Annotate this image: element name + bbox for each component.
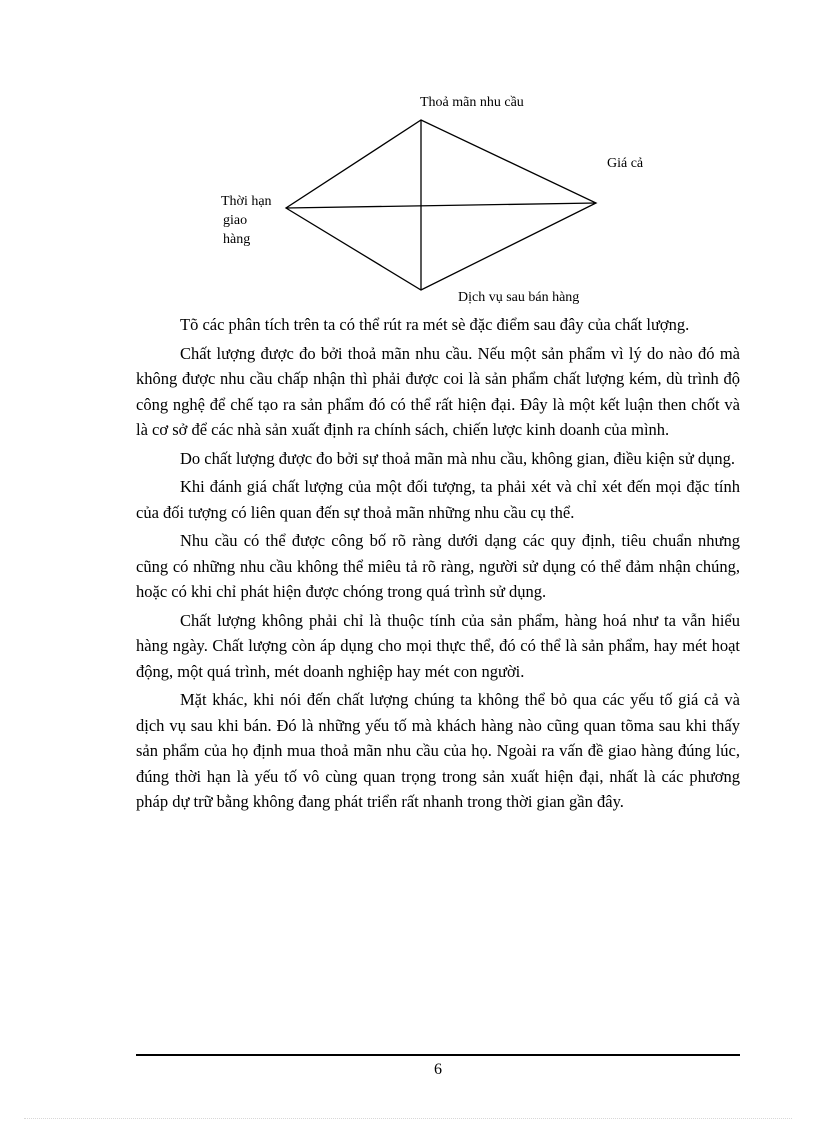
diagram-label-left-1: Thời hạn (221, 194, 272, 209)
diagram-label-left-3: hàng (223, 232, 251, 247)
body-text (136, 312, 740, 815)
diagram-label-right: Giá cả (607, 156, 644, 171)
paragraph: Khi đánh giá chất lượng của một đối tượng, ta phải xét và chỉ xét đến mọi đặc tính của đối tượng có liên quan đến sự thoả mãn những nhu cầu cụ thể. (136, 477, 740, 522)
footer-rule (136, 1054, 740, 1056)
horizontal-diagonal (286, 203, 596, 208)
diagram-label-left-2: giao (223, 213, 248, 228)
paragraph: Tõ các phân tích trên ta có thể rút ra mét sè đặc điểm sau đây của chất lượng. (180, 315, 690, 334)
diagram-label-bottom: Dịch vụ sau bán hàng (458, 290, 580, 305)
paragraph: Chất lượng không phải chỉ là thuộc tính của sản phẩm, hàng hoá như ta vẫn hiểu hàng ngày. Chất lượng còn áp dụng cho mọi thực thể, đó có thể là sản phẩm, hay mét hoạt động, một quá trình, mét doanh nghiệp hay mét con người. (136, 610, 740, 681)
quality-diagram (0, 0, 816, 310)
paragraph: Do chất lượng được đo bởi sự thoả mãn mà nhu cầu, không gian, điều kiện sử dụng. (180, 448, 736, 468)
paragraph: Mặt khác, khi nói đến chất lượng chúng ta không thể bỏ qua các yếu tố giá cả và dịch vụ sau khi bán. Đó là những yếu tố mà khách hàng nào cũng quan tõma sau khi thấy sản phẩm của họ định mua thoả mãn nhu cầu của họ. Ngoài ra vấn đề giao hàng đúng lúc, đúng thời hạn là yếu tố vô cùng quan trọng trong sản xuất hiện đại, nhất là các phương pháp dự trữ bằng không đang phát triển rất nhanh trong thời gian gần đây. (136, 690, 740, 811)
paragraph: Nhu cầu có thể được công bố rõ ràng dưới dạng các quy định, tiêu chuẩn nhưng cũng có những nhu cầu không thể miêu tả rõ ràng, người sử dụng có thể đảm nhận chúng, hoặc có khi chỉ phát hiện được chóng trong quá trình sử dụng. (136, 531, 740, 601)
diagram-label-top: Thoả mãn nhu cầu (420, 95, 524, 110)
paragraph: Chất lượng được đo bởi thoả mãn nhu cầu. Nếu một sản phẩm vì lý do nào đó mà không được nhu cầu chấp nhận thì phải được coi là sản phẩm chất lượng kém, dù trình độ công nghệ để chế tạo ra sản phẩm đó có thể rất hiện đại. Đây là một kết luận then chốt và là cơ sở để các nhà sản xuất định ra chính sách, chiến lược kinh doanh của mình. (136, 343, 740, 439)
page-edge-divider (24, 1118, 792, 1119)
page-number: 6 (434, 1061, 442, 1078)
